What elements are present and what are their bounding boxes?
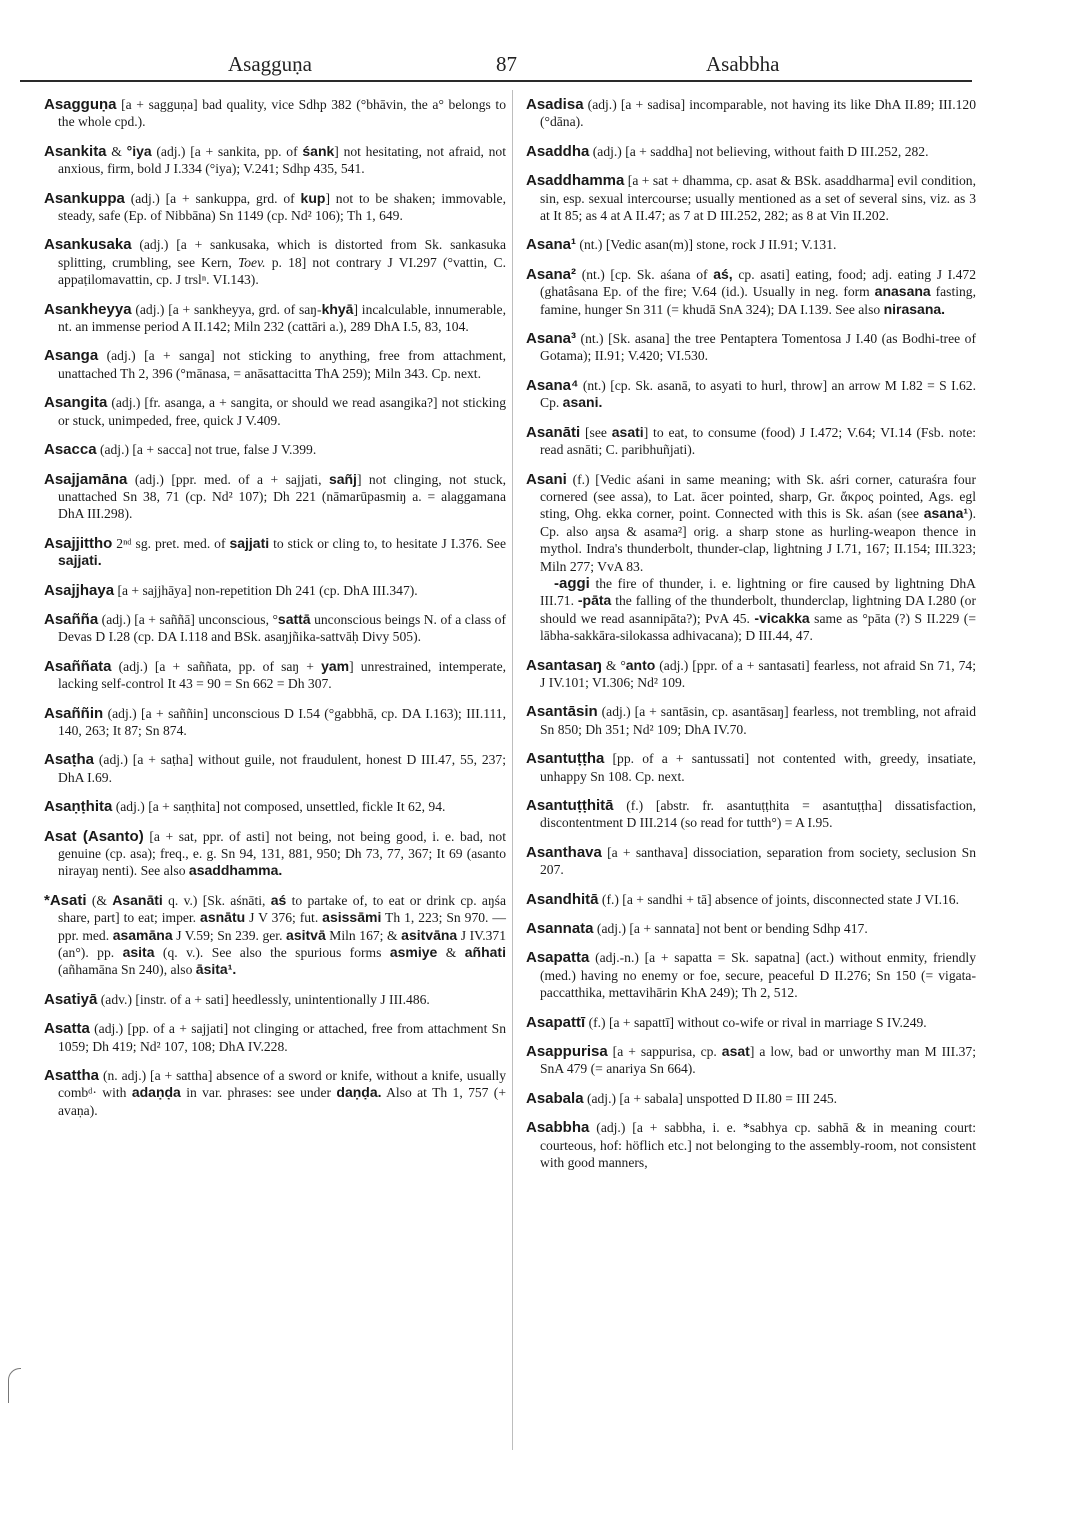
dictionary-entry — [526, 1119, 976, 1171]
entry-headword: Asana¹ — [526, 236, 577, 254]
bold-term: asati — [611, 423, 644, 440]
entry-text: p. 18] not contrary J VI.297 (°vattin, C. appaṭilomavattin, cp. J trslⁿ. VI.143). — [58, 254, 506, 288]
dictionary-entry — [44, 96, 506, 131]
entry-text: [a + sappurisa, cp. — [607, 1044, 722, 1060]
dictionary-entry — [526, 236, 976, 253]
entry-headword: Asani — [526, 470, 567, 488]
entry-text: (adj.) [ppr. med. of a + sajjati, — [127, 471, 329, 487]
dictionary-entry — [44, 347, 506, 382]
entry-headword: Asankheyya — [44, 300, 132, 318]
bold-term: anto — [625, 656, 656, 673]
entry-text: & — [437, 945, 465, 961]
entry-headword: Asana³ — [526, 330, 577, 348]
entry-text: (adj.) [a + saññin] unconscious D I.54 (°gabbhā, cp. DA I.163); III.111, 140, 263; It 87; Sn 874. — [58, 705, 506, 738]
dictionary-entry — [44, 394, 506, 429]
entry-text: the fire of thunder, i. e. lightning or fire caused by lightning DhA III.71. — [540, 575, 976, 609]
bold-term: asamāna — [112, 926, 173, 943]
entry-headword: *Asati — [44, 891, 87, 909]
dictionary-entry — [44, 751, 506, 786]
entry-headword: Asannata — [526, 920, 594, 938]
entry-text: (adv.) [instr. of a + sati] heedlessly, unintentionally J III.486. — [97, 991, 430, 1007]
dictionary-entry — [526, 657, 976, 692]
entry-text: (adj.-n.) [a + sapatta = Sk. sapatna] (act.) without enmity, friendly (med.) having no enemy or foe, secure, peaceful D II.276; Sn 150 (= vigata-paccatthika, mettavihārin KhA 249); Th 2, 512. — [540, 950, 976, 1001]
entry-headword: Asantāsin — [526, 703, 598, 721]
bold-term: kup — [300, 189, 326, 206]
entry-text: (adj.) [fr. asanga, a + sangita, or should we read asangika?] not sticking or stuck, unimpeded, free, quick J V.409. — [58, 395, 506, 428]
dictionary-entry — [526, 1090, 976, 1107]
dictionary-entry — [44, 582, 506, 599]
entry-headword: Asaddha — [526, 142, 590, 160]
entry-headword: Asañña — [44, 610, 99, 628]
entry-headword: Asajjhaya — [44, 581, 115, 599]
left-column — [44, 96, 506, 1131]
bold-term: asnātu — [200, 909, 246, 926]
entry-text: [a + santhava] dissociation, separation from society, seclusion Sn 207. — [540, 844, 976, 878]
entry-text: (adj.) [a + sannata] not bent or bending Sdhp 417. — [593, 921, 868, 937]
entry-text: (adj.) [a + saddha] not believing, without faith D III.252, 282. — [589, 143, 929, 159]
entry-text: J IV.371 (an°). pp. — [58, 927, 506, 961]
entry-headword: Asantuṭṭhitā — [526, 797, 614, 814]
entry-text: [a + sat, ppr. of asti] not being, not being good, i. e. bad, not genuine (cp. asa); freq., e. g. Sn 94, 131, 881, 950; Dh 73, 77, 367; It 69 (asanto nirayaŋ nenti). See also — [58, 828, 506, 879]
entry-text: to stick or cling to, to hesitate J I.376. See — [269, 535, 506, 551]
dictionary-entry — [44, 190, 506, 225]
entry-text: ] unrestrained, intemperate, lacking self-control It 43 = 90 = Sn 662 = Dh 307. — [58, 658, 506, 692]
entry-text: same as °pāta (?) S II.229 (= lābha-sakkāra-silokassa adhivacana); D III.44, 47. — [540, 610, 976, 644]
entry-text: (adj.) [a + sankusaka, which is distorted from Sk. sankasuka splitting, crumbling, see Kern, — [58, 237, 506, 270]
entry-headword: Asagguṇa — [44, 96, 117, 113]
dictionary-entry — [44, 535, 506, 570]
bold-term: Asanāti — [112, 891, 163, 908]
entry-text: (adj.) [a + sankita, pp. of — [151, 143, 303, 159]
bold-term: asissāmi — [322, 909, 382, 926]
entry-headword: Asantuṭṭha — [526, 750, 605, 768]
entry-text: (adj.) [a + sankheyya, grd. of saŋ- — [131, 301, 322, 317]
margin-pencil-mark — [8, 1368, 21, 1403]
dictionary-entry — [44, 471, 506, 523]
dictionary-entry — [526, 844, 976, 879]
entry-headword: Asappurisa — [526, 1043, 608, 1061]
dictionary-entry — [526, 1014, 976, 1031]
bold-term: asmiye — [389, 944, 438, 961]
entry-headword: Asanthava — [526, 843, 602, 861]
dictionary-entry — [44, 798, 506, 815]
entry-text: (adj.) [a + sabbha, i. e. *sabhya cp. sabhā & in meaning court: courteous, hof: höflich etc.] not belonging to the assembly-room, not consistent with good manners, — [540, 1120, 976, 1171]
running-head — [40, 52, 970, 82]
entry-text: [a + sat + dhamma, cp. asat & BSk. asaddharma] evil condition, sin, esp. sexual intercourse; usually mentioned as a set of several sins, viz. as 3 at It 85; as 4 at A II.47; as 7 at D III.252, 282; as 8 at Vin II.202. — [540, 173, 976, 224]
header-rule — [20, 80, 972, 82]
entry-text: in var. phrases: see under — [180, 1085, 337, 1101]
bold-term: asat — [721, 1043, 750, 1060]
bold-term: sattā — [277, 610, 311, 627]
entry-text: (adj.) [a + sankuppa, grd. of — [124, 190, 301, 206]
entry-headword: -aggi — [554, 574, 590, 592]
entry-headword: Asankuppa — [44, 189, 125, 207]
entry-text: (nt.) [cp. Sk. asanā, to asyati to hurl, throw] an arrow M I.82 = S I.62. Cp. — [540, 377, 976, 411]
dictionary-entry — [44, 1020, 506, 1055]
entry-headword: Asaddhamma — [526, 172, 625, 190]
dictionary-entry — [44, 705, 506, 740]
bold-term: asani. — [562, 394, 603, 411]
entry-text: (adj.) [a + saññata, pp. of saŋ + — [111, 658, 322, 674]
bold-term: anasana — [874, 283, 931, 300]
entry-text: [see — [580, 424, 612, 440]
bold-term: daṇḍa. — [336, 1084, 382, 1101]
entry-text: (q. v.). See also the spurious forms — [154, 945, 390, 961]
bold-term: asitvā — [286, 926, 326, 943]
dictionary-entry — [44, 892, 506, 979]
dictionary-entry — [526, 471, 976, 645]
entry-headword: Asankusaka — [44, 236, 132, 254]
entry-text: (adj.) [pp. of a + sajjati] not clinging or attached, free from attachment Sn 1059; Dh 419; Nd² 107, 108; DhA IV.228. — [58, 1021, 506, 1054]
dictionary-entry — [44, 143, 506, 178]
entry-text: Th 1, 223; Sn 970. — ppr. med. — [58, 910, 506, 943]
entry-text: cp. asati] eating, food; adj. eating J I.472 (ghatâsana Ep. of the fire; V.64 (id.). Usually in neg. form — [540, 266, 976, 300]
dictionary-entry — [526, 330, 976, 365]
entry-text: ] to eat, to consume (food) J I.472; V.64; VI.14 (Fsb. note: read asnāti; C. paribhuñjati). — [540, 424, 976, 458]
entry-text: ] not to be shaken; immovable, steady, safe (Ep. of Nibbāna) Sn 1149 (cp. Nd² 106); Th 1, 649. — [58, 190, 506, 224]
dictionary-entry — [526, 1043, 976, 1078]
running-head-first-entry: Asagguṇa — [228, 52, 312, 76]
entry-headword: Asatta — [44, 1020, 90, 1038]
entry-text: (f.) [Vedic aśani in same meaning; with Sk. aśri corner, caturaśra four cornered (see assa), to Lat. ācer pointed, sharp, Gr. ἄκρος pointed, Ags. egl sting, Ohg. ekka corner, point. Connected with this is Sk. aśan (see — [540, 471, 976, 522]
entry-text: ] incalculable, innumerable, nt. an immense period A II.142; Miln 232 (cattāri a.), 289 DhA I.5, 83, 104. — [58, 301, 506, 335]
entry-headword: Asajjamāna — [44, 470, 128, 488]
entry-text: (nt.) [cp. Sk. aśana of — [576, 266, 714, 282]
entry-headword: Asapattī — [526, 1013, 586, 1031]
dictionary-entry — [44, 441, 506, 458]
entry-text: J V 376; fut. — [245, 910, 323, 926]
entry-text: (n. adj.) [a + sattha] absence of a sword or knife, without a knife, usually combᵈ· with — [58, 1068, 506, 1101]
entry-headword: Asaṭha — [44, 751, 95, 769]
bold-term: aś, — [713, 265, 733, 282]
entry-text: (nt.) [Vedic asan(m)] stone, rock J II.91; V.131. — [576, 237, 837, 253]
entry-text: (adj.) [a + sacca] not true, false J V.399. — [96, 442, 317, 458]
bold-term: -pāta — [577, 592, 612, 609]
entry-headword: Asaññata — [44, 657, 112, 675]
dictionary-entry — [526, 797, 976, 832]
dictionary-entry — [526, 143, 976, 160]
entry-headword: Asat (Asanto) — [44, 827, 144, 845]
dictionary-entry — [526, 424, 976, 459]
entry-headword: Asattha — [44, 1067, 100, 1085]
bold-term: yam — [321, 657, 350, 674]
dictionary-entry — [526, 949, 976, 1001]
right-column — [526, 96, 976, 1184]
entry-text: ). Cp. also aŋsa & asama²] orig. a sharp stone as hurling-weapon thence in mythol. Indra's thunderbolt, thunder-clap, lightning J I.71, 167; II.154; III.323; Miln 277; VvA 83. — [540, 506, 976, 574]
dictionary-entry — [526, 920, 976, 937]
entry-headword: Asanga — [44, 347, 99, 365]
entry-text: (nt.) [Sk. asana] the tree Pentaptera Tomentosa J I.40 (as Bodhi-tree of Gotama); II.91; V.420; VI.530. — [540, 331, 976, 364]
entry-text: (adj.) [a + sadisa] incomparable, not having its like DhA II.89; III.120 (°dāna). — [540, 97, 976, 130]
entry-text: (añhamāna Sn 240), also — [58, 962, 196, 978]
bold-term: °iya — [126, 142, 152, 159]
entry-text: (adj.) [a + santāsin, cp. asantāsaŋ] fearless, not trembling, not afraid Sn 850; Dh 351; Nd² 109; DhA IV.70. — [540, 704, 976, 737]
entry-headword: Asajjittho — [44, 534, 113, 552]
dictionary-entry — [44, 236, 506, 288]
page-number: 87 — [496, 52, 517, 76]
bold-term: śank — [302, 142, 335, 159]
entry-headword: Asangita — [44, 394, 108, 412]
dictionary-entry — [526, 703, 976, 738]
entry-text: to partake of, to eat or drink cp. aŋśa share, part] to eat; imper. — [58, 892, 506, 926]
dictionary-entry — [44, 828, 506, 880]
entry-text: ] not clinging, not stuck, unattached Sn 38, 71 (cp. Nd² 107); Dh 221 (nāmarūpasmiŋ a. = alaggamana DhA III.298). — [58, 471, 507, 522]
entry-text: (adj.) [a + saññā] unconscious, ° — [98, 611, 278, 627]
entry-text: (adj.) [ppr. of a + santasati] fearless, not afraid Sn 71, 74; J IV.101; VI.306; Nd² 109. — [540, 657, 976, 690]
entry-headword: Asapatta — [526, 949, 590, 967]
bold-term: sajjati — [229, 534, 270, 551]
entry-text: ] not hesitating, not afraid, not anxious, firm, bold J I.334 (°iya); V.241; Sdhp 435, 541. — [58, 143, 506, 177]
entry-headword: Asanāti — [526, 423, 581, 441]
dictionary-entry — [526, 172, 976, 224]
entry-headword: Asana² — [526, 265, 577, 283]
entry-text: Also at Th 1, 757 (+ avaṇa). — [58, 1085, 506, 1118]
entry-text: the falling of the thunderbolt, thunderclap, lightning DA I.280 (or should we read asannipāta?); PvA 45. — [540, 593, 976, 626]
entry-text: (adj.) [a + saṇṭhita] not composed, unsettled, fickle It 62, 94. — [112, 799, 446, 815]
bold-term: asaddhamma. — [188, 862, 283, 879]
dictionary-entry — [526, 377, 976, 412]
bold-term: -vicakka — [754, 609, 810, 626]
bold-term: adaṇḍa — [131, 1084, 181, 1101]
entry-text: (f.) [abstr. fr. asantuṭṭhita = asantuṭṭha] dissatisfaction, discontentment D III.214 (so read for tutth°) = A I.95. — [540, 798, 976, 831]
dictionary-entry — [44, 611, 506, 646]
entry-text: & ° — [601, 657, 626, 673]
entry-text: (adj.) [a + saṭha] without guile, not fraudulent, honest D III.47, 55, 237; DhA I.69. — [58, 752, 506, 785]
bold-term: asitvāna — [401, 926, 458, 943]
entry-headword: Asacca — [44, 441, 97, 459]
dictionary-entry — [526, 96, 976, 131]
column-divider — [512, 90, 513, 1450]
entry-text: fasting, famine, hunger Sn 311 (= khudā SnA 324); DA I.139. See also — [540, 284, 977, 317]
entry-headword: Asankita — [44, 142, 107, 160]
entry-text: [a + sajjhāya] non-repetition Dh 241 (cp. DhA III.347). — [114, 582, 418, 598]
entry-text: 2ⁿᵈ sg. pret. med. of — [112, 535, 230, 551]
bold-term: añhati — [464, 944, 506, 961]
entry-text: (f.) [a + sapattī] without co-wife or rival in marriage S IV.249. — [585, 1014, 927, 1030]
entry-text: (f.) [a + sandhi + tā] absence of joints, disconnected state J VI.16. — [598, 891, 960, 907]
dictionary-entry — [526, 891, 976, 908]
bold-term: asana¹ — [923, 505, 969, 522]
entry-text: q. v.) [Sk. aśnāti, — [162, 892, 271, 908]
entry-text: [a + sagguṇa] bad quality, vice Sdhp 382 (°bhāvin, the a° belongs to the whole cpd.). — [58, 97, 506, 130]
italic-text: Toev. — [237, 254, 266, 270]
entry-text: J V.59; Sn 239. ger. — [172, 927, 287, 943]
entry-headword: Asaṇṭhita — [44, 798, 113, 816]
dictionary-entry — [526, 266, 976, 318]
compound-subentries — [540, 575, 976, 645]
entry-text: (& — [86, 892, 113, 908]
bold-term: āsita¹. — [195, 961, 237, 978]
bold-term: sajjati. — [58, 552, 102, 569]
entry-headword: Asandhitā — [526, 890, 599, 908]
entry-headword: Asana⁴ — [526, 376, 579, 394]
dictionary-entry — [44, 658, 506, 693]
bold-term: sañj — [328, 470, 357, 487]
dictionary-entry — [44, 991, 506, 1008]
bold-term: nirasana. — [883, 300, 946, 317]
entry-headword: Asadisa — [526, 96, 584, 113]
entry-headword: Asantasaŋ — [526, 656, 602, 674]
entry-text: Miln 167; & — [325, 927, 402, 943]
entry-headword: Asatiyā — [44, 990, 98, 1008]
bold-term: khyā — [321, 300, 354, 317]
entry-text: & — [106, 143, 127, 159]
dictionary-entry — [526, 750, 976, 785]
entry-text: unconscious beings N. of a class of Devas D I.28 (cp. DA I.118 and BSk. asaŋjñika-sattvāḥ Divy 505). — [58, 611, 506, 645]
entry-text: [pp. of a + santussati] not contented with, greedy, insatiate, unhappy Sn 108. Cp. next. — [540, 751, 976, 784]
dictionary-entry — [44, 1067, 506, 1119]
entry-text: (adj.) [a + sabala] unspotted D II.80 = III 245. — [583, 1090, 838, 1106]
bold-term: aś — [270, 891, 287, 908]
bold-term: asita — [122, 944, 155, 961]
entry-headword: Asaññin — [44, 704, 104, 722]
entry-headword: Asabala — [526, 1089, 584, 1107]
dictionary-entry — [44, 301, 506, 336]
running-head-last-entry: Asabbha — [706, 52, 780, 76]
entry-headword: Asabbha — [526, 1119, 590, 1137]
entry-text: (adj.) [a + sanga] not sticking to anything, free from attachment, unattached Th 2, 396 (°mānasa, = anāsattacitta ThA 259); Miln 343. Cp. next. — [58, 348, 506, 381]
entry-text: ] a low, bad or unworthy man M III.37; SnA 479 (= anariya Sn 664). — [540, 1044, 976, 1077]
